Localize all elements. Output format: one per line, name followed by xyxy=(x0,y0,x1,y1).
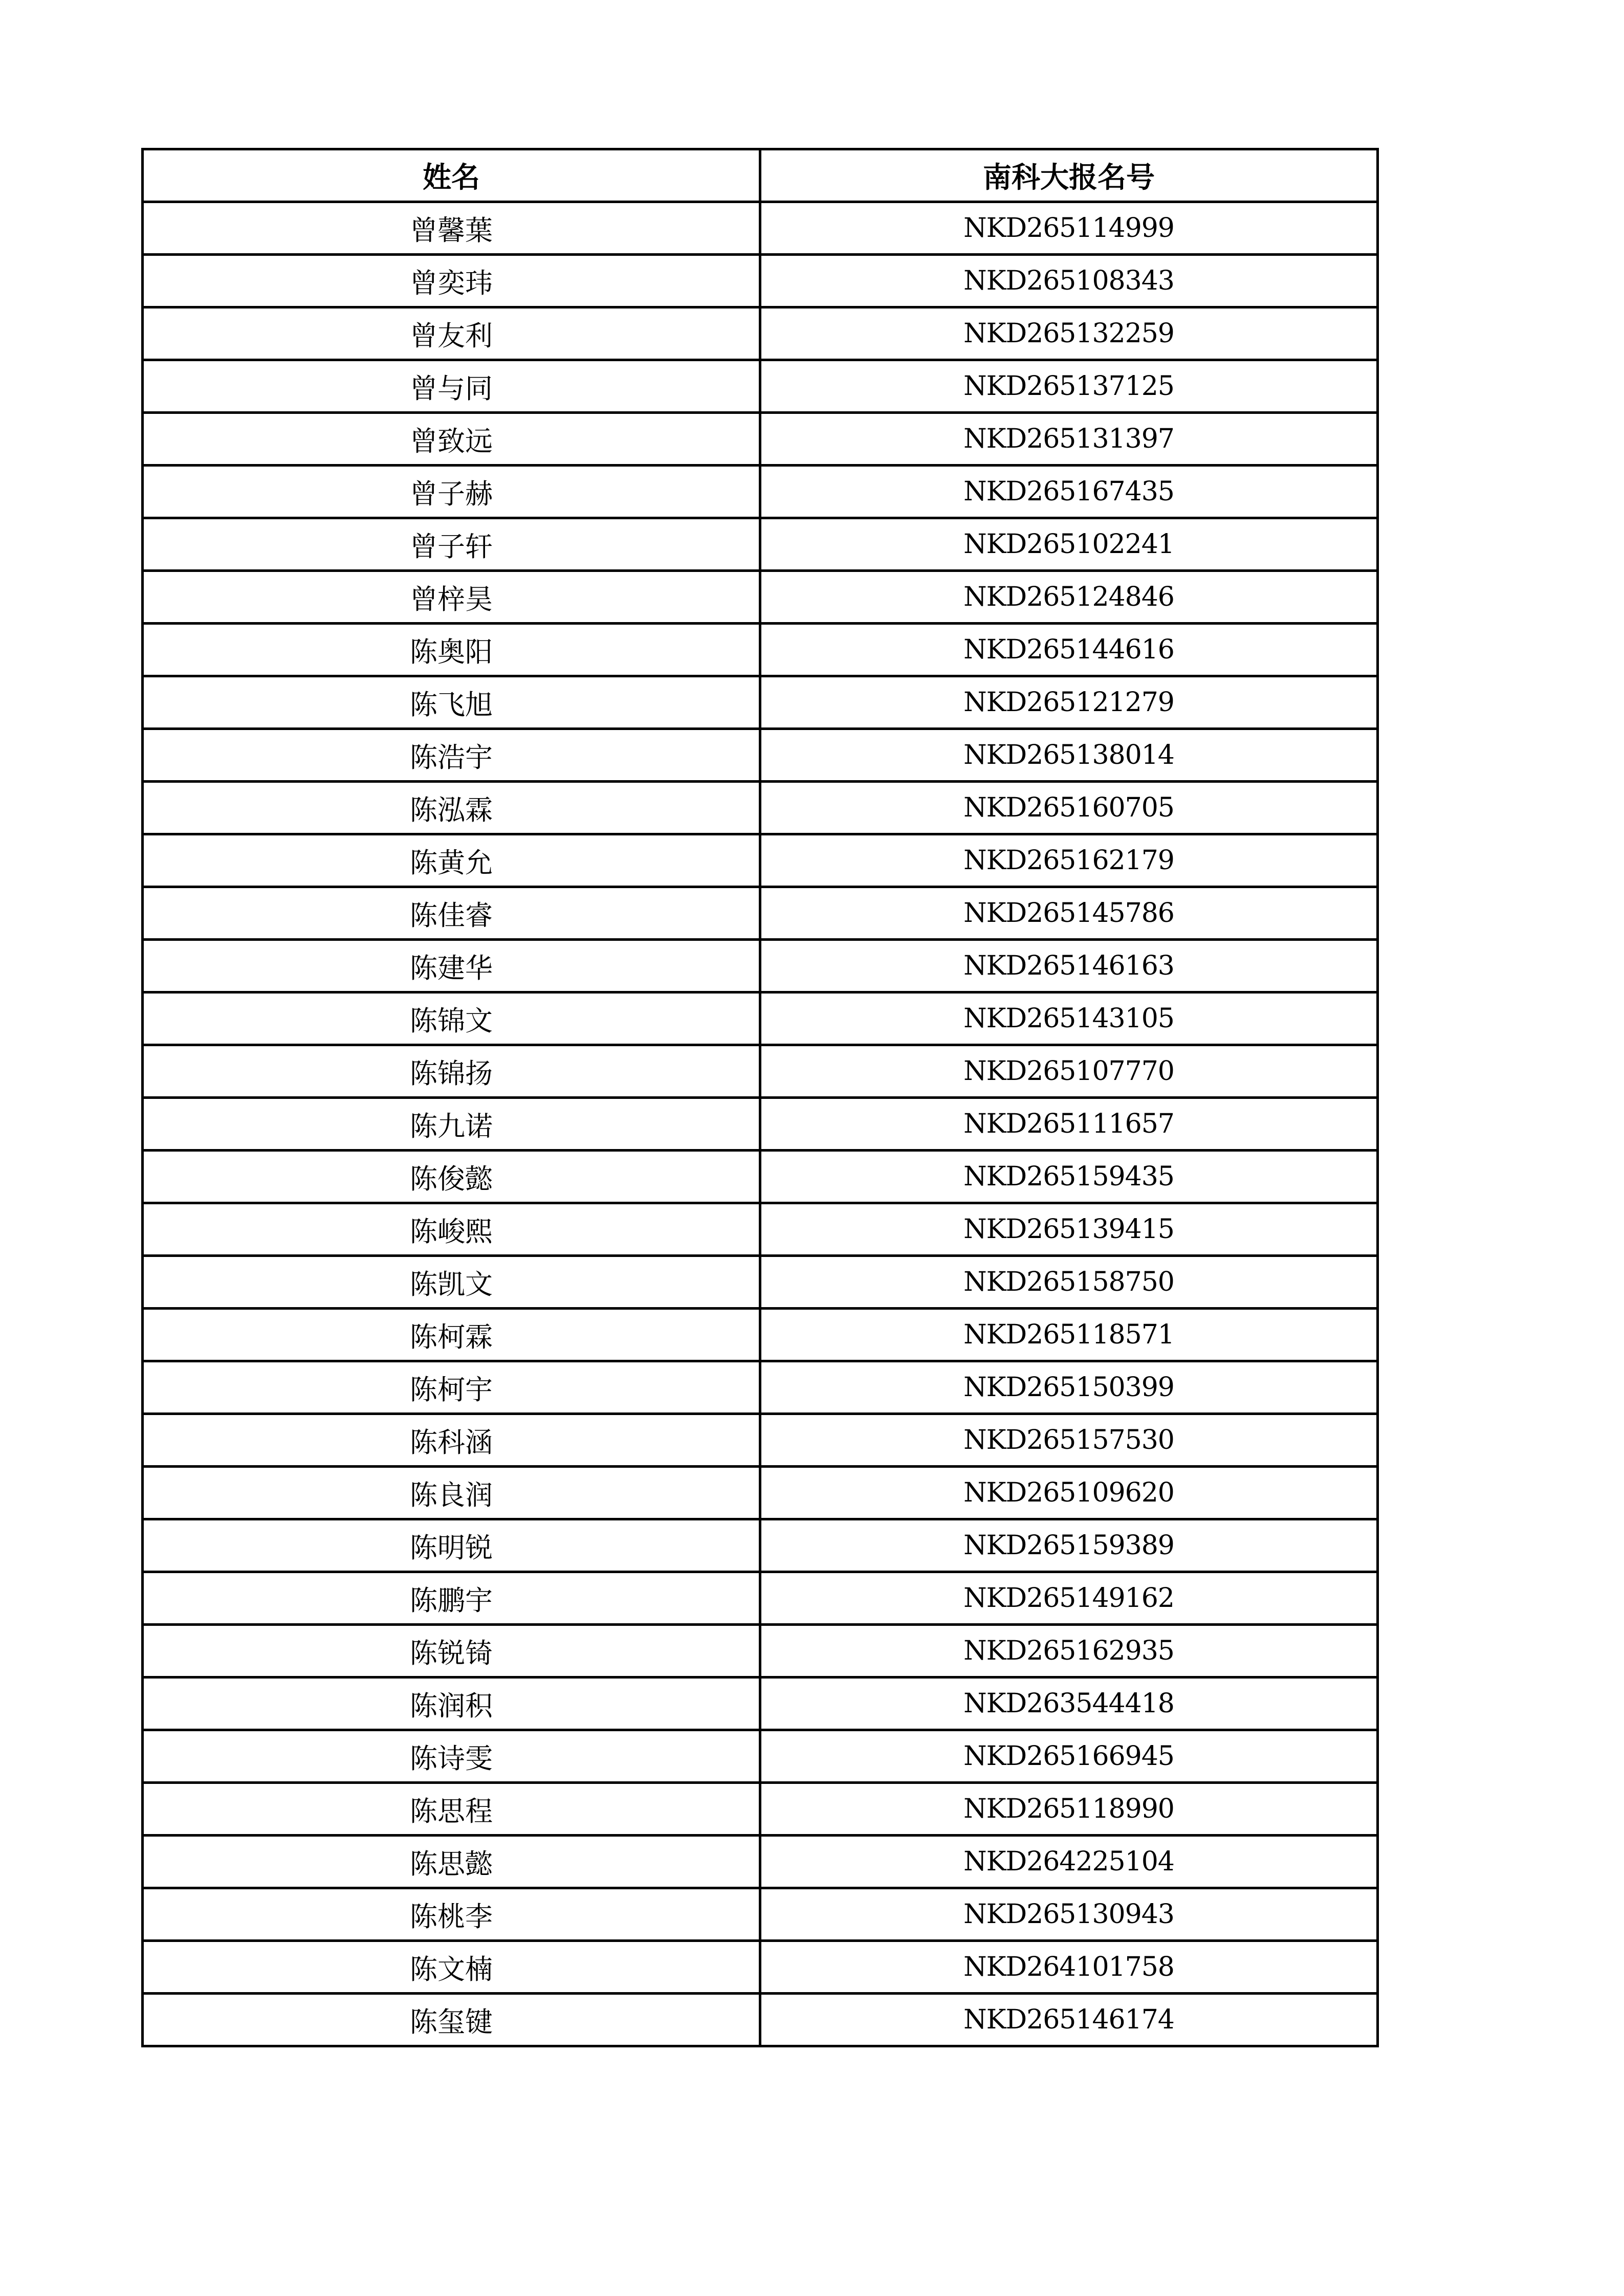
student-name-cell: 陈俊懿 xyxy=(143,1151,760,1203)
header-row xyxy=(143,149,1378,202)
registration-id-cell: NKD265137125 xyxy=(760,360,1378,413)
table-row xyxy=(143,360,1378,413)
student-name-cell: 陈峻熙 xyxy=(143,1203,760,1256)
student-name-cell: 陈锐锜 xyxy=(143,1625,760,1677)
student-name-cell: 曾馨葉 xyxy=(143,202,760,255)
table-row xyxy=(143,1730,1378,1783)
registration-id-cell: NKD265108343 xyxy=(760,255,1378,307)
registration-id-cell: NKD265118990 xyxy=(760,1783,1378,1836)
student-name-cell: 陈飞旭 xyxy=(143,676,760,729)
student-name-cell: 陈黄允 xyxy=(143,834,760,887)
registration-id-cell: NKD265162179 xyxy=(760,834,1378,887)
student-name-cell: 陈玺键 xyxy=(143,1994,760,2046)
column-header-name: 姓名 xyxy=(143,149,760,202)
student-name-cell: 曾与同 xyxy=(143,360,760,413)
table-row xyxy=(143,1783,1378,1836)
student-name-cell: 陈佳睿 xyxy=(143,887,760,940)
registration-id-cell: NKD265159389 xyxy=(760,1519,1378,1572)
table-row xyxy=(143,571,1378,624)
student-name-cell: 曾梓昊 xyxy=(143,571,760,624)
table-row xyxy=(143,676,1378,729)
student-name-cell: 曾友利 xyxy=(143,307,760,360)
table-row xyxy=(143,1361,1378,1414)
student-name-cell: 陈浩宇 xyxy=(143,729,760,782)
student-name-cell: 曾奕玮 xyxy=(143,255,760,307)
table-row xyxy=(143,518,1378,571)
table-row xyxy=(143,782,1378,834)
student-name-cell: 曾子轩 xyxy=(143,518,760,571)
registration-id-cell: NKD265114999 xyxy=(760,202,1378,255)
student-name-cell: 陈奥阳 xyxy=(143,624,760,676)
table-row xyxy=(143,1625,1378,1677)
registration-id-cell: NKD265124846 xyxy=(760,571,1378,624)
registration-id-cell: NKD265107770 xyxy=(760,1045,1378,1098)
table-row xyxy=(143,1203,1378,1256)
registration-id-cell: NKD265146174 xyxy=(760,1994,1378,2046)
table-row xyxy=(143,1836,1378,1888)
table-row xyxy=(143,202,1378,255)
registration-id-cell: NKD265111657 xyxy=(760,1098,1378,1151)
student-name-cell: 曾子赫 xyxy=(143,466,760,518)
table-row xyxy=(143,729,1378,782)
student-name-cell: 陈思程 xyxy=(143,1783,760,1836)
student-name-cell: 陈润积 xyxy=(143,1677,760,1730)
table-row xyxy=(143,992,1378,1045)
table-row xyxy=(143,887,1378,940)
registration-id-cell: NKD265144616 xyxy=(760,624,1378,676)
registration-id-cell: NKD263544418 xyxy=(760,1677,1378,1730)
table-row xyxy=(143,1045,1378,1098)
registration-id-cell: NKD265149162 xyxy=(760,1572,1378,1625)
registration-id-cell: NKD265138014 xyxy=(760,729,1378,782)
student-name-cell: 陈柯宇 xyxy=(143,1361,760,1414)
registration-id-cell: NKD264101758 xyxy=(760,1941,1378,1994)
student-name-cell: 陈诗雯 xyxy=(143,1730,760,1783)
student-name-cell: 曾致远 xyxy=(143,413,760,466)
student-name-cell: 陈明锐 xyxy=(143,1519,760,1572)
registration-id-cell: NKD265145786 xyxy=(760,887,1378,940)
student-name-cell: 陈柯霖 xyxy=(143,1309,760,1361)
table-row xyxy=(143,413,1378,466)
registration-id-cell: NKD265159435 xyxy=(760,1151,1378,1203)
registration-id-cell: NKD265167435 xyxy=(760,466,1378,518)
registration-id-cell: NKD265139415 xyxy=(760,1203,1378,1256)
student-name-cell: 陈锦扬 xyxy=(143,1045,760,1098)
table-row xyxy=(143,1572,1378,1625)
table-row xyxy=(143,1519,1378,1572)
table-row xyxy=(143,1888,1378,1941)
registration-id-cell: NKD265162935 xyxy=(760,1625,1378,1677)
student-name-cell: 陈锦文 xyxy=(143,992,760,1045)
table-row xyxy=(143,1256,1378,1309)
registration-id-cell: NKD265109620 xyxy=(760,1467,1378,1519)
table-row xyxy=(143,466,1378,518)
registration-id-cell: NKD265121279 xyxy=(760,676,1378,729)
registration-id-cell: NKD265118571 xyxy=(760,1309,1378,1361)
table-row xyxy=(143,1151,1378,1203)
student-name-cell: 陈文楠 xyxy=(143,1941,760,1994)
student-name-cell: 陈九诺 xyxy=(143,1098,760,1151)
table-row xyxy=(143,1941,1378,1994)
table-row xyxy=(143,1677,1378,1730)
registration-id-cell: NKD265143105 xyxy=(760,992,1378,1045)
table-row xyxy=(143,1467,1378,1519)
registration-id-cell: NKD265160705 xyxy=(760,782,1378,834)
student-name-cell: 陈凯文 xyxy=(143,1256,760,1309)
student-name-cell: 陈鹏宇 xyxy=(143,1572,760,1625)
registration-id-cell: NKD265166945 xyxy=(760,1730,1378,1783)
registration-id-cell: NKD265158750 xyxy=(760,1256,1378,1309)
registration-id-cell: NKD264225104 xyxy=(760,1836,1378,1888)
registration-id-cell: NKD265132259 xyxy=(760,307,1378,360)
student-name-cell: 陈科涵 xyxy=(143,1414,760,1467)
student-name-cell: 陈泓霖 xyxy=(143,782,760,834)
table-row xyxy=(143,1994,1378,2046)
table-row xyxy=(143,940,1378,992)
registration-id-cell: NKD265102241 xyxy=(760,518,1378,571)
table-row xyxy=(143,307,1378,360)
table-row xyxy=(143,1309,1378,1361)
table-row xyxy=(143,255,1378,307)
table-row xyxy=(143,834,1378,887)
column-header-registration-id: 南科大报名号 xyxy=(760,149,1378,202)
registration-table xyxy=(141,148,1379,2047)
table-row xyxy=(143,1098,1378,1151)
table-body xyxy=(143,202,1378,2046)
table-row xyxy=(143,1414,1378,1467)
table-row xyxy=(143,624,1378,676)
registration-id-cell: NKD265131397 xyxy=(760,413,1378,466)
registration-id-cell: NKD265150399 xyxy=(760,1361,1378,1414)
student-name-cell: 陈桃李 xyxy=(143,1888,760,1941)
student-name-cell: 陈思懿 xyxy=(143,1836,760,1888)
student-name-cell: 陈建华 xyxy=(143,940,760,992)
student-name-cell: 陈良润 xyxy=(143,1467,760,1519)
registration-id-cell: NKD265146163 xyxy=(760,940,1378,992)
registration-id-cell: NKD265157530 xyxy=(760,1414,1378,1467)
registration-id-cell: NKD265130943 xyxy=(760,1888,1378,1941)
